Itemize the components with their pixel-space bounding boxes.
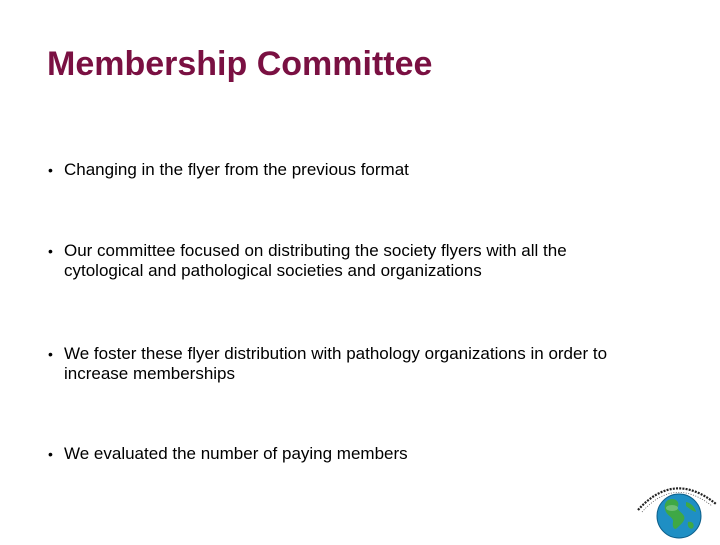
society-emblem [628,470,720,540]
bullet-marker: • [48,162,53,178]
bullet-marker: • [48,446,53,462]
bullet-marker: • [48,243,53,259]
slide-title: Membership Committee [47,45,433,83]
bullet-text: Our committee focused on distributing the society flyers with all the cytological and pathological societies and organizations [64,241,567,280]
bullet-marker: • [48,346,53,362]
bullet-text: We foster these flyer distribution with pathology organizations in order to increase memberships [64,344,608,383]
bullet-text: We evaluated the number of paying members [64,444,408,463]
globe-icon [628,470,720,540]
bullet-text: Changing in the flyer from the previous format [64,160,409,179]
